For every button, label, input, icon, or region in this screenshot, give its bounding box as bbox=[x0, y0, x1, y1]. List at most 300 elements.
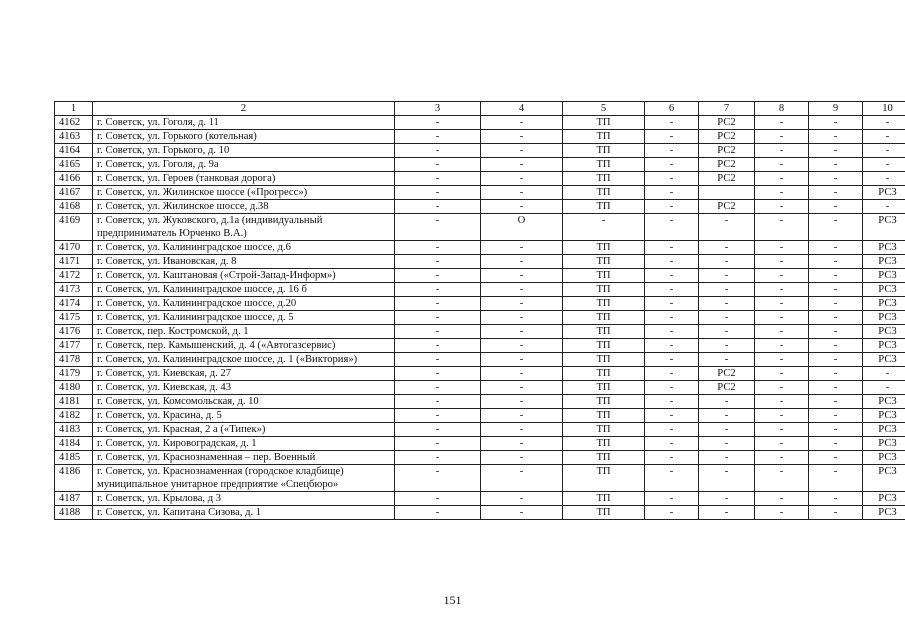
value-cell: - bbox=[481, 172, 563, 186]
value-cell: - bbox=[699, 492, 755, 506]
value-cell: - bbox=[645, 283, 699, 297]
value-cell: - bbox=[699, 437, 755, 451]
value-cell: - bbox=[395, 465, 481, 492]
value-cell: - bbox=[699, 506, 755, 520]
address-cell: г. Советск, ул. Каштановая («Строй-Запад-Информ») bbox=[93, 269, 395, 283]
value-cell: - bbox=[645, 269, 699, 283]
value-cell: ТП bbox=[563, 144, 645, 158]
value-cell: РС2 bbox=[699, 130, 755, 144]
value-cell: - bbox=[481, 241, 563, 255]
value-cell: - bbox=[395, 367, 481, 381]
value-cell: - bbox=[755, 339, 809, 353]
value-cell: - bbox=[645, 492, 699, 506]
value-cell bbox=[699, 186, 755, 200]
value-cell: - bbox=[481, 437, 563, 451]
value-cell: - bbox=[395, 451, 481, 465]
value-cell: РС3 bbox=[863, 395, 905, 409]
value-cell: - bbox=[645, 144, 699, 158]
address-cell: г. Советск, ул. Жуковского, д.1а (индивидуальный предприниматель Юрченко В.А.) bbox=[93, 214, 395, 241]
value-cell: - bbox=[563, 214, 645, 241]
value-cell: - bbox=[755, 395, 809, 409]
value-cell: - bbox=[755, 437, 809, 451]
value-cell: - bbox=[645, 353, 699, 367]
table-row bbox=[55, 409, 905, 423]
address-cell: г. Советск, ул. Красная, 2 а («Типек») bbox=[93, 423, 395, 437]
value-cell: - bbox=[395, 339, 481, 353]
value-cell: - bbox=[645, 255, 699, 269]
value-cell: ТП bbox=[563, 437, 645, 451]
value-cell: - bbox=[645, 172, 699, 186]
value-cell: - bbox=[395, 506, 481, 520]
value-cell: - bbox=[395, 186, 481, 200]
value-cell: - bbox=[755, 186, 809, 200]
registry-table bbox=[54, 101, 905, 520]
column-header: 8 bbox=[755, 102, 809, 116]
value-cell: - bbox=[863, 172, 905, 186]
value-cell: - bbox=[395, 200, 481, 214]
value-cell: - bbox=[481, 186, 563, 200]
value-cell: РС2 bbox=[699, 172, 755, 186]
row-number-cell: 4167 bbox=[55, 186, 93, 200]
value-cell: - bbox=[809, 395, 863, 409]
row-number-cell: 4184 bbox=[55, 437, 93, 451]
row-number-cell: 4168 bbox=[55, 200, 93, 214]
column-header: 7 bbox=[699, 102, 755, 116]
value-cell: - bbox=[699, 465, 755, 492]
row-number-cell: 4164 bbox=[55, 144, 93, 158]
value-cell: ТП bbox=[563, 130, 645, 144]
value-cell: ТП bbox=[563, 311, 645, 325]
value-cell: - bbox=[481, 116, 563, 130]
table-header-row bbox=[55, 102, 905, 116]
value-cell: ТП bbox=[563, 381, 645, 395]
value-cell: ТП bbox=[563, 367, 645, 381]
value-cell: РС3 bbox=[863, 465, 905, 492]
value-cell: ТП bbox=[563, 492, 645, 506]
value-cell: - bbox=[645, 423, 699, 437]
row-number-cell: 4180 bbox=[55, 381, 93, 395]
row-number-cell: 4169 bbox=[55, 214, 93, 241]
value-cell: ТП bbox=[563, 116, 645, 130]
value-cell: РС2 bbox=[699, 367, 755, 381]
value-cell: - bbox=[481, 423, 563, 437]
value-cell: ТП bbox=[563, 339, 645, 353]
value-cell: - bbox=[481, 353, 563, 367]
value-cell: РС3 bbox=[863, 437, 905, 451]
value-cell: - bbox=[809, 339, 863, 353]
value-cell: - bbox=[809, 130, 863, 144]
value-cell: РС3 bbox=[863, 269, 905, 283]
value-cell: - bbox=[645, 214, 699, 241]
column-header: 10 bbox=[863, 102, 905, 116]
value-cell: - bbox=[809, 144, 863, 158]
value-cell: - bbox=[395, 116, 481, 130]
row-number-cell: 4165 bbox=[55, 158, 93, 172]
value-cell: - bbox=[809, 172, 863, 186]
value-cell: РС2 bbox=[699, 158, 755, 172]
table-row bbox=[55, 353, 905, 367]
value-cell: - bbox=[395, 381, 481, 395]
column-header: 4 bbox=[481, 102, 563, 116]
value-cell: - bbox=[755, 241, 809, 255]
value-cell: - bbox=[755, 297, 809, 311]
value-cell: - bbox=[395, 395, 481, 409]
value-cell: РС3 bbox=[863, 506, 905, 520]
address-cell: г. Советск, ул. Калининградское шоссе, д.6 bbox=[93, 241, 395, 255]
value-cell: - bbox=[395, 423, 481, 437]
value-cell: - bbox=[699, 353, 755, 367]
value-cell: - bbox=[481, 339, 563, 353]
value-cell: ТП bbox=[563, 186, 645, 200]
value-cell: - bbox=[755, 451, 809, 465]
value-cell: ТП bbox=[563, 297, 645, 311]
value-cell: - bbox=[481, 269, 563, 283]
value-cell: РС3 bbox=[863, 451, 905, 465]
table-row bbox=[55, 200, 905, 214]
value-cell: - bbox=[863, 158, 905, 172]
value-cell: - bbox=[809, 311, 863, 325]
value-cell: - bbox=[395, 269, 481, 283]
value-cell: - bbox=[395, 437, 481, 451]
address-cell: г. Советск, ул. Гоголя, д. 11 bbox=[93, 116, 395, 130]
row-number-cell: 4162 bbox=[55, 116, 93, 130]
table-row bbox=[55, 172, 905, 186]
value-cell: - bbox=[863, 200, 905, 214]
value-cell: - bbox=[395, 255, 481, 269]
value-cell: - bbox=[481, 492, 563, 506]
value-cell: ТП bbox=[563, 451, 645, 465]
table-row bbox=[55, 325, 905, 339]
value-cell: РС3 bbox=[863, 311, 905, 325]
table-row bbox=[55, 214, 905, 241]
column-header: 1 bbox=[55, 102, 93, 116]
value-cell: О bbox=[481, 214, 563, 241]
table-row bbox=[55, 158, 905, 172]
table-row bbox=[55, 339, 905, 353]
row-number-cell: 4173 bbox=[55, 283, 93, 297]
value-cell: - bbox=[481, 395, 563, 409]
value-cell: - bbox=[645, 186, 699, 200]
value-cell: - bbox=[645, 297, 699, 311]
value-cell: - bbox=[809, 214, 863, 241]
value-cell: - bbox=[395, 409, 481, 423]
value-cell: - bbox=[699, 395, 755, 409]
column-header: 5 bbox=[563, 102, 645, 116]
table-row bbox=[55, 269, 905, 283]
value-cell: РС2 bbox=[699, 116, 755, 130]
value-cell: - bbox=[395, 172, 481, 186]
row-number-cell: 4171 bbox=[55, 255, 93, 269]
address-cell: г. Советск, ул. Горького, д. 10 bbox=[93, 144, 395, 158]
value-cell: - bbox=[395, 297, 481, 311]
value-cell: - bbox=[809, 116, 863, 130]
row-number-cell: 4182 bbox=[55, 409, 93, 423]
value-cell: - bbox=[699, 283, 755, 297]
page-number: 151 bbox=[443, 593, 462, 607]
address-cell: г. Советск, пер. Костромской, д. 1 bbox=[93, 325, 395, 339]
row-number-cell: 4188 bbox=[55, 506, 93, 520]
value-cell: - bbox=[809, 325, 863, 339]
value-cell: - bbox=[755, 214, 809, 241]
address-cell: г. Советск, ул. Ивановская, д. 8 bbox=[93, 255, 395, 269]
value-cell: - bbox=[645, 437, 699, 451]
value-cell: - bbox=[699, 311, 755, 325]
table-row bbox=[55, 311, 905, 325]
value-cell: - bbox=[755, 367, 809, 381]
address-cell: г. Советск, ул. Героев (танковая дорога) bbox=[93, 172, 395, 186]
value-cell: - bbox=[699, 297, 755, 311]
value-cell: - bbox=[699, 451, 755, 465]
value-cell: - bbox=[809, 255, 863, 269]
value-cell: - bbox=[395, 144, 481, 158]
value-cell: ТП bbox=[563, 423, 645, 437]
value-cell: - bbox=[395, 492, 481, 506]
value-cell: РС2 bbox=[699, 381, 755, 395]
table-row bbox=[55, 283, 905, 297]
value-cell: - bbox=[809, 186, 863, 200]
table-row bbox=[55, 451, 905, 465]
value-cell: - bbox=[863, 381, 905, 395]
value-cell: - bbox=[755, 325, 809, 339]
value-cell: ТП bbox=[563, 269, 645, 283]
table-row bbox=[55, 297, 905, 311]
value-cell: - bbox=[395, 283, 481, 297]
value-cell: - bbox=[809, 465, 863, 492]
value-cell: ТП bbox=[563, 200, 645, 214]
value-cell: - bbox=[481, 465, 563, 492]
address-cell: г. Советск, ул. Красина, д. 5 bbox=[93, 409, 395, 423]
value-cell: - bbox=[809, 506, 863, 520]
value-cell: - bbox=[809, 269, 863, 283]
value-cell: - bbox=[395, 158, 481, 172]
value-cell: РС3 bbox=[863, 255, 905, 269]
value-cell: РС2 bbox=[699, 200, 755, 214]
value-cell: ТП bbox=[563, 395, 645, 409]
value-cell: РС3 bbox=[863, 339, 905, 353]
value-cell: - bbox=[645, 451, 699, 465]
value-cell: - bbox=[809, 367, 863, 381]
value-cell: - bbox=[395, 311, 481, 325]
value-cell: - bbox=[481, 311, 563, 325]
table-row bbox=[55, 492, 905, 506]
value-cell: РС2 bbox=[699, 144, 755, 158]
value-cell: ТП bbox=[563, 172, 645, 186]
value-cell: - bbox=[755, 158, 809, 172]
value-cell: - bbox=[755, 506, 809, 520]
table-row bbox=[55, 506, 905, 520]
row-number-cell: 4163 bbox=[55, 130, 93, 144]
value-cell: - bbox=[755, 200, 809, 214]
value-cell: - bbox=[755, 255, 809, 269]
table-body bbox=[55, 116, 905, 520]
table-row bbox=[55, 255, 905, 269]
value-cell: - bbox=[645, 158, 699, 172]
value-cell: РС3 bbox=[863, 297, 905, 311]
value-cell: - bbox=[863, 367, 905, 381]
value-cell: - bbox=[809, 492, 863, 506]
value-cell: - bbox=[645, 395, 699, 409]
value-cell: - bbox=[809, 353, 863, 367]
value-cell: - bbox=[395, 325, 481, 339]
value-cell: - bbox=[481, 409, 563, 423]
value-cell: ТП bbox=[563, 283, 645, 297]
table-row bbox=[55, 144, 905, 158]
value-cell: - bbox=[755, 423, 809, 437]
address-cell: г. Советск, ул. Киевская, д. 43 bbox=[93, 381, 395, 395]
value-cell: - bbox=[645, 465, 699, 492]
value-cell: - bbox=[481, 255, 563, 269]
value-cell: - bbox=[645, 367, 699, 381]
value-cell: - bbox=[809, 297, 863, 311]
value-cell: - bbox=[699, 241, 755, 255]
value-cell: - bbox=[645, 339, 699, 353]
value-cell: - bbox=[699, 214, 755, 241]
value-cell: - bbox=[645, 506, 699, 520]
value-cell: - bbox=[755, 492, 809, 506]
row-number-cell: 4183 bbox=[55, 423, 93, 437]
column-header: 2 bbox=[93, 102, 395, 116]
value-cell: - bbox=[755, 116, 809, 130]
value-cell: - bbox=[755, 311, 809, 325]
value-cell: - bbox=[395, 353, 481, 367]
address-cell: г. Советск, ул. Капитана Сизова, д. 1 bbox=[93, 506, 395, 520]
value-cell: - bbox=[481, 200, 563, 214]
table-row bbox=[55, 437, 905, 451]
address-cell: г. Советск, ул. Калининградское шоссе, д. 16 б bbox=[93, 283, 395, 297]
row-number-cell: 4177 bbox=[55, 339, 93, 353]
table-row bbox=[55, 423, 905, 437]
address-cell: г. Советск, ул. Гоголя, д. 9а bbox=[93, 158, 395, 172]
value-cell: - bbox=[481, 325, 563, 339]
value-cell: ТП bbox=[563, 241, 645, 255]
row-number-cell: 4176 bbox=[55, 325, 93, 339]
value-cell: - bbox=[755, 269, 809, 283]
row-number-cell: 4166 bbox=[55, 172, 93, 186]
value-cell: - bbox=[755, 283, 809, 297]
value-cell: РС3 bbox=[863, 241, 905, 255]
column-header: 3 bbox=[395, 102, 481, 116]
value-cell: - bbox=[481, 297, 563, 311]
table-row bbox=[55, 367, 905, 381]
value-cell: - bbox=[755, 172, 809, 186]
table-row bbox=[55, 465, 905, 492]
value-cell: - bbox=[809, 158, 863, 172]
value-cell: - bbox=[481, 506, 563, 520]
value-cell: ТП bbox=[563, 465, 645, 492]
value-cell: - bbox=[395, 214, 481, 241]
value-cell: - bbox=[699, 423, 755, 437]
address-cell: г. Советск, ул. Жилинское шоссе («Прогресс») bbox=[93, 186, 395, 200]
value-cell: - bbox=[755, 144, 809, 158]
address-cell: г. Советск, ул. Крылова, д 3 bbox=[93, 492, 395, 506]
address-cell: г. Советск, ул. Кировоградская, д. 1 bbox=[93, 437, 395, 451]
value-cell: - bbox=[645, 311, 699, 325]
value-cell: ТП bbox=[563, 255, 645, 269]
address-cell: г. Советск, ул. Комсомольская, д. 10 bbox=[93, 395, 395, 409]
table-row bbox=[55, 116, 905, 130]
value-cell: РС3 bbox=[863, 409, 905, 423]
column-header: 9 bbox=[809, 102, 863, 116]
value-cell: РС3 bbox=[863, 325, 905, 339]
value-cell: РС3 bbox=[863, 492, 905, 506]
value-cell: - bbox=[645, 381, 699, 395]
value-cell: - bbox=[755, 353, 809, 367]
value-cell: - bbox=[645, 409, 699, 423]
value-cell: - bbox=[395, 241, 481, 255]
value-cell: - bbox=[809, 437, 863, 451]
row-number-cell: 4170 bbox=[55, 241, 93, 255]
address-cell: г. Советск, ул. Киевская, д. 27 bbox=[93, 367, 395, 381]
row-number-cell: 4174 bbox=[55, 297, 93, 311]
value-cell: - bbox=[481, 144, 563, 158]
value-cell: - bbox=[481, 381, 563, 395]
value-cell: - bbox=[395, 130, 481, 144]
value-cell: РС3 bbox=[863, 186, 905, 200]
value-cell: ТП bbox=[563, 409, 645, 423]
value-cell: РС3 bbox=[863, 283, 905, 297]
address-cell: г. Советск, ул. Краснознаменная (городское кладбище) муниципальное унитарное предприятие «Спецбюро» bbox=[93, 465, 395, 492]
value-cell: - bbox=[645, 116, 699, 130]
value-cell: РС3 bbox=[863, 214, 905, 241]
value-cell: - bbox=[755, 409, 809, 423]
table-row bbox=[55, 381, 905, 395]
value-cell: ТП bbox=[563, 158, 645, 172]
value-cell: - bbox=[809, 381, 863, 395]
value-cell: - bbox=[699, 339, 755, 353]
address-cell: г. Советск, ул. Калининградское шоссе, д. 5 bbox=[93, 311, 395, 325]
row-number-cell: 4187 bbox=[55, 492, 93, 506]
value-cell: - bbox=[699, 255, 755, 269]
row-number-cell: 4185 bbox=[55, 451, 93, 465]
address-cell: г. Советск, пер. Камышенский, д. 4 («Автогазсервис) bbox=[93, 339, 395, 353]
row-number-cell: 4181 bbox=[55, 395, 93, 409]
row-number-cell: 4175 bbox=[55, 311, 93, 325]
value-cell: - bbox=[699, 409, 755, 423]
table-row bbox=[55, 241, 905, 255]
value-cell: - bbox=[699, 269, 755, 283]
value-cell: - bbox=[863, 144, 905, 158]
value-cell: - bbox=[481, 130, 563, 144]
value-cell: ТП bbox=[563, 353, 645, 367]
value-cell: РС3 bbox=[863, 423, 905, 437]
value-cell: - bbox=[809, 451, 863, 465]
table-row bbox=[55, 395, 905, 409]
value-cell: - bbox=[809, 200, 863, 214]
row-number-cell: 4179 bbox=[55, 367, 93, 381]
value-cell: - bbox=[481, 158, 563, 172]
value-cell: - bbox=[645, 241, 699, 255]
address-cell: г. Советск, ул. Калининградское шоссе, д. 1 («Виктория») bbox=[93, 353, 395, 367]
value-cell: - bbox=[481, 283, 563, 297]
value-cell: - bbox=[645, 200, 699, 214]
value-cell: - bbox=[755, 465, 809, 492]
value-cell: ТП bbox=[563, 325, 645, 339]
row-number-cell: 4186 bbox=[55, 465, 93, 492]
table-row bbox=[55, 186, 905, 200]
value-cell: - bbox=[755, 130, 809, 144]
value-cell: - bbox=[755, 381, 809, 395]
value-cell: - bbox=[863, 116, 905, 130]
value-cell: - bbox=[809, 409, 863, 423]
table-row bbox=[55, 130, 905, 144]
address-cell: г. Советск, ул. Калининградское шоссе, д.20 bbox=[93, 297, 395, 311]
value-cell: - bbox=[645, 325, 699, 339]
value-cell: - bbox=[699, 325, 755, 339]
value-cell: - bbox=[481, 367, 563, 381]
value-cell: РС3 bbox=[863, 353, 905, 367]
row-number-cell: 4178 bbox=[55, 353, 93, 367]
address-cell: г. Советск, ул. Краснознаменная – пер. Военный bbox=[93, 451, 395, 465]
